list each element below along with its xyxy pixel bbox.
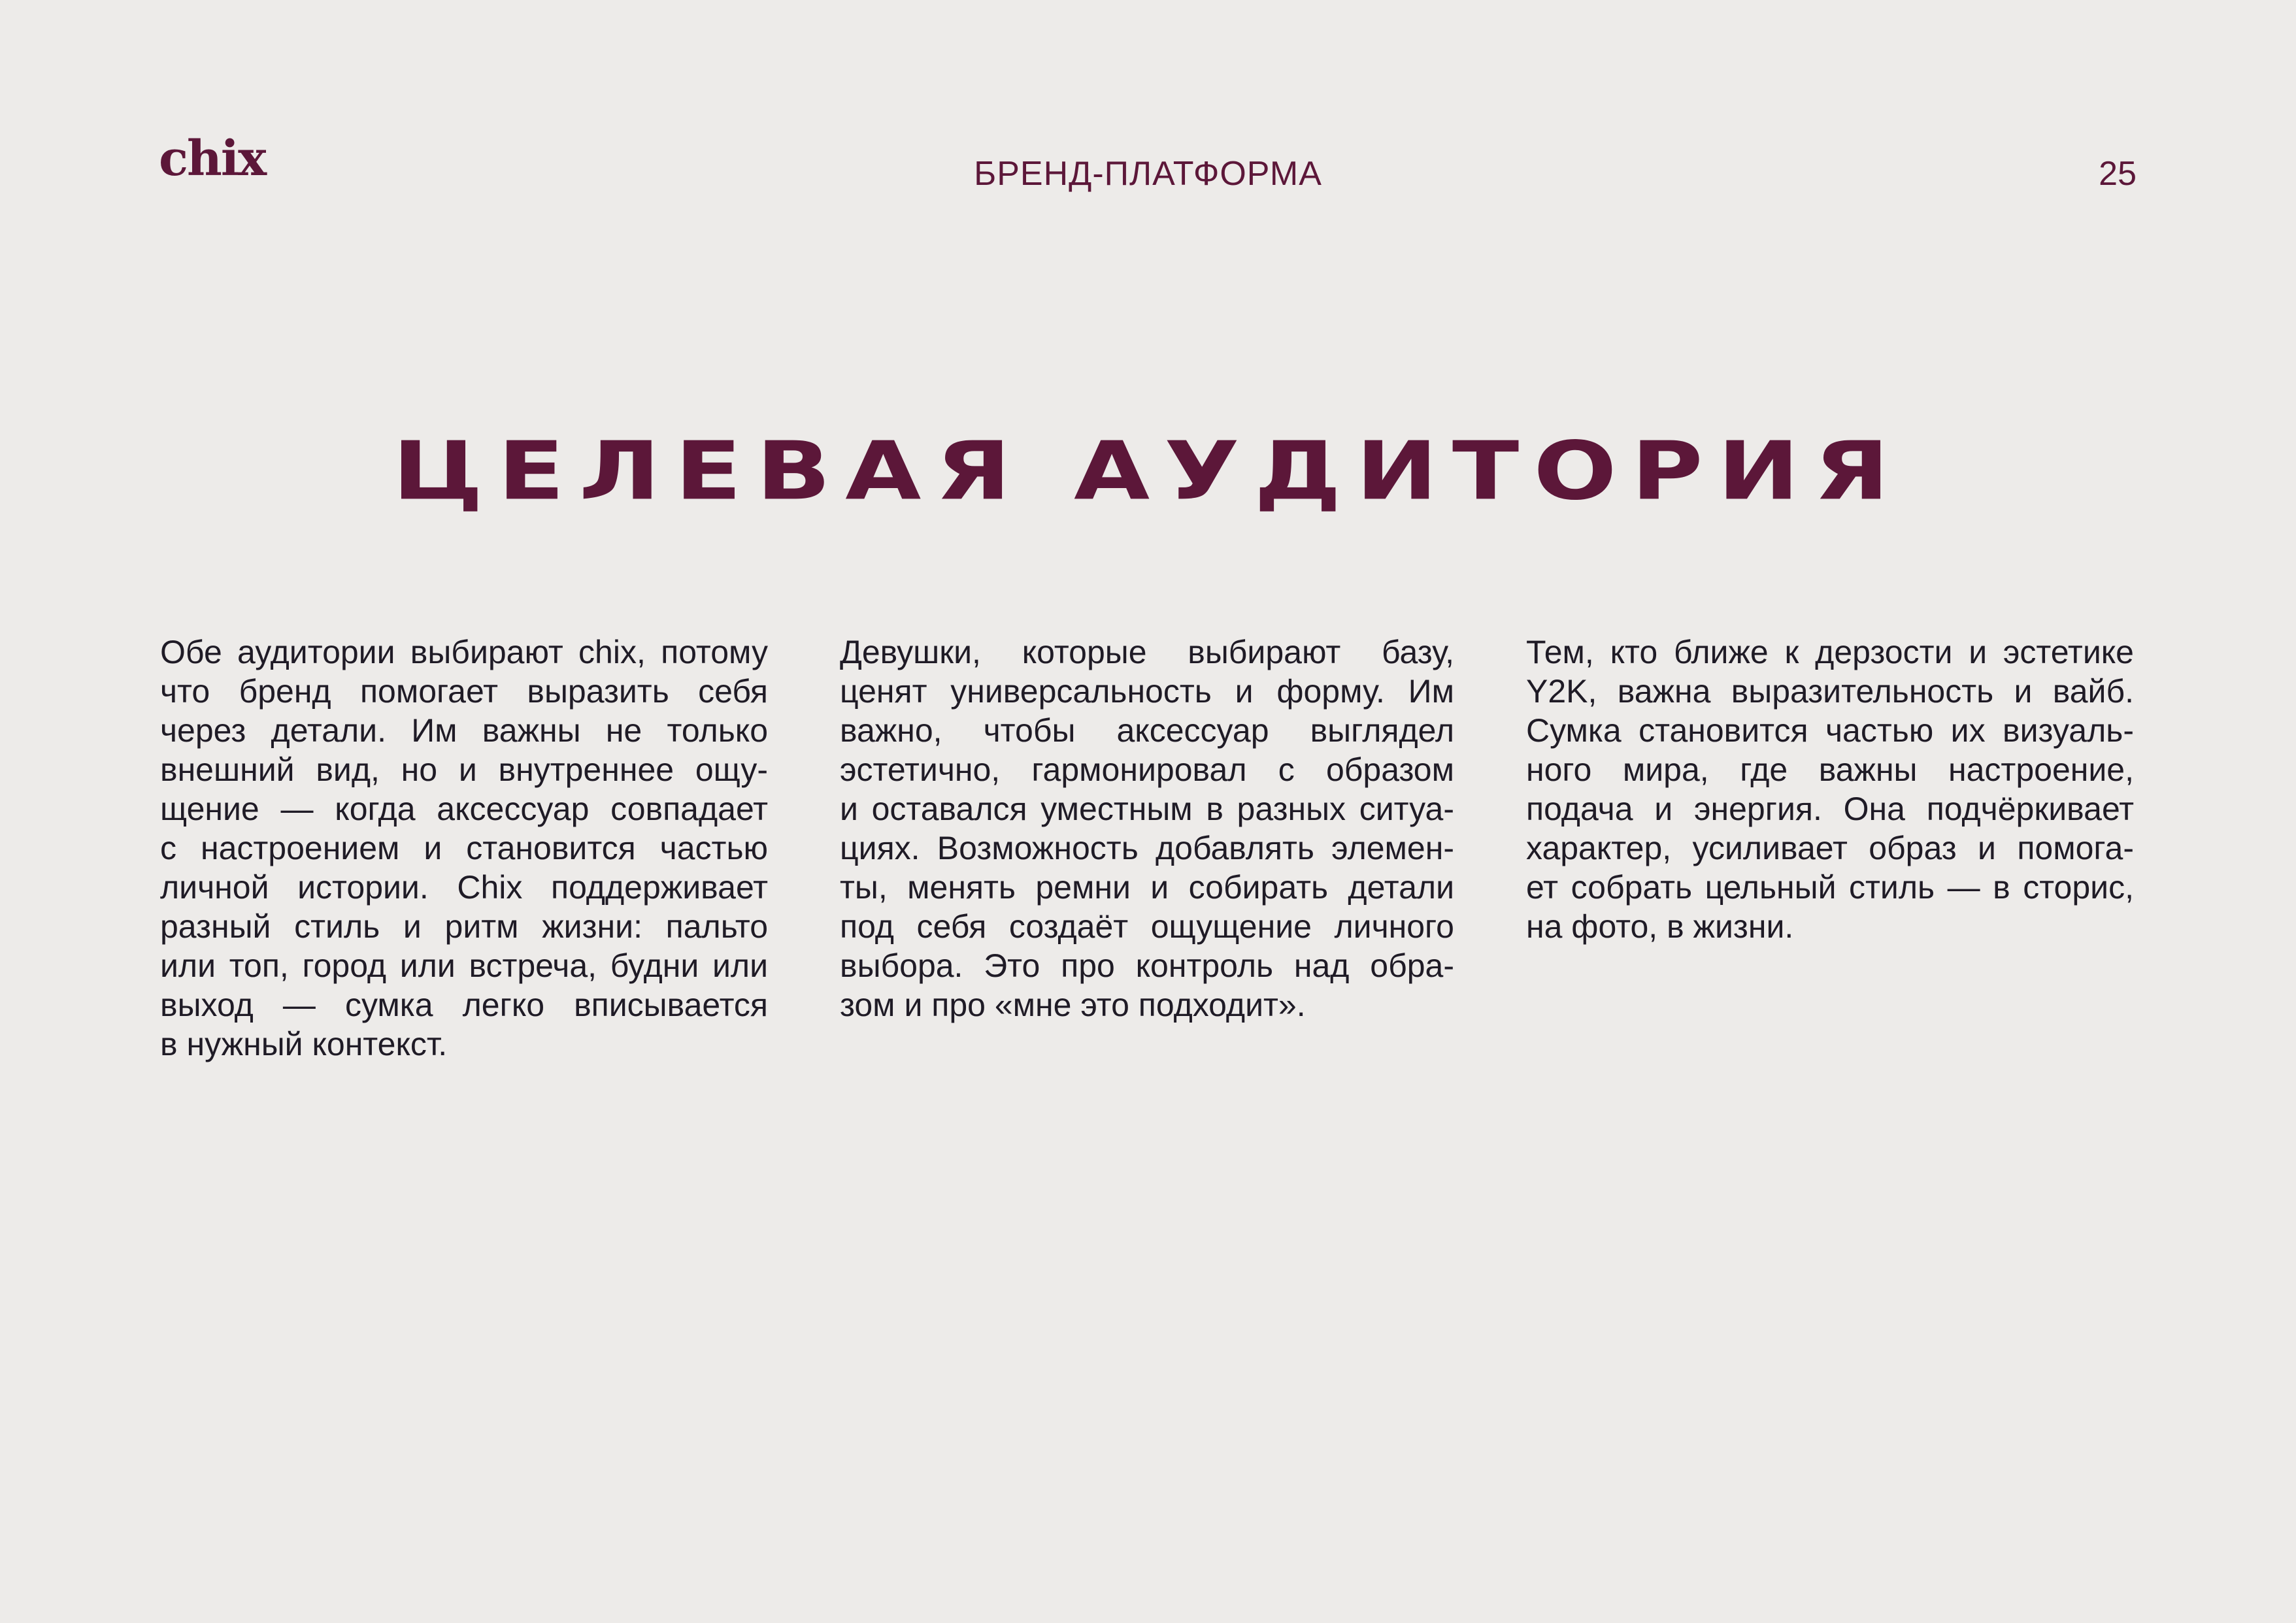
text-line: ценят универсальность и форму. Им (840, 673, 1454, 710)
page-number: 25 (2099, 155, 2137, 193)
section-label: БРЕНД-ПЛАТФОРМА (974, 155, 1322, 193)
text-line: Y2K, важна выразительность и вайб. (1526, 673, 2134, 710)
text-line: разный стиль и ритм жизни: пальто (160, 908, 768, 945)
text-line: зом и про «мне это подходит». (840, 987, 1306, 1023)
text-column-3 (1526, 632, 2134, 946)
text-line: в нужный контекст. (160, 1026, 448, 1062)
text-line: что бренд помогает выразить себя (160, 673, 768, 710)
text-line: ного мира, где важны настроение, (1526, 751, 2134, 788)
text-line: ет собрать цельный стиль — в сторис, (1526, 869, 2134, 906)
text-line: Обе аудитории выбирают chix, потому (160, 634, 768, 670)
text-line: циях. Возможность добавлять элемен- (840, 830, 1454, 866)
text-line: Девушки, которые выбирают базу, (840, 634, 1454, 670)
text-column-1 (160, 632, 768, 1064)
text-column-2 (840, 632, 1454, 1025)
text-line: или топ, город или встреча, будни или (160, 947, 768, 984)
text-line: важно, чтобы аксессуар выглядел (840, 712, 1454, 749)
text-line: выбора. Это про контроль над обра- (840, 947, 1454, 984)
text-line: через детали. Им важны не только (160, 712, 768, 749)
text-line: на фото, в жизни. (1526, 908, 1794, 945)
text-line: характер, усиливает образ и помога- (1526, 830, 2134, 866)
text-line: Сумка становится частью их визуаль- (1526, 712, 2134, 749)
text-line: личной истории. Chix поддерживает (160, 869, 768, 906)
text-line: внешний вид, но и внутреннее ощу- (160, 751, 768, 788)
brand-logo: chix (159, 131, 266, 187)
text-line: и оставался уместным в разных ситуа- (840, 791, 1454, 827)
text-line: эстетично, гармонировал с образом (840, 751, 1454, 788)
text-line: с настроением и становится частью (160, 830, 768, 866)
text-line: под себя создаёт ощущение личного (840, 908, 1454, 945)
text-line: Тем, кто ближе к дерзости и эстетике (1526, 634, 2134, 670)
text-line: подача и энергия. Она подчёркивает (1526, 791, 2134, 827)
text-line: выход — сумка легко вписывается (160, 987, 768, 1023)
page-title: ЦЕЛЕВАЯ АУДИТОРИЯ (392, 425, 1904, 518)
text-line: щение — когда аксессуар совпадает (160, 791, 768, 827)
text-line: ты, менять ремни и собирать детали (840, 869, 1454, 906)
